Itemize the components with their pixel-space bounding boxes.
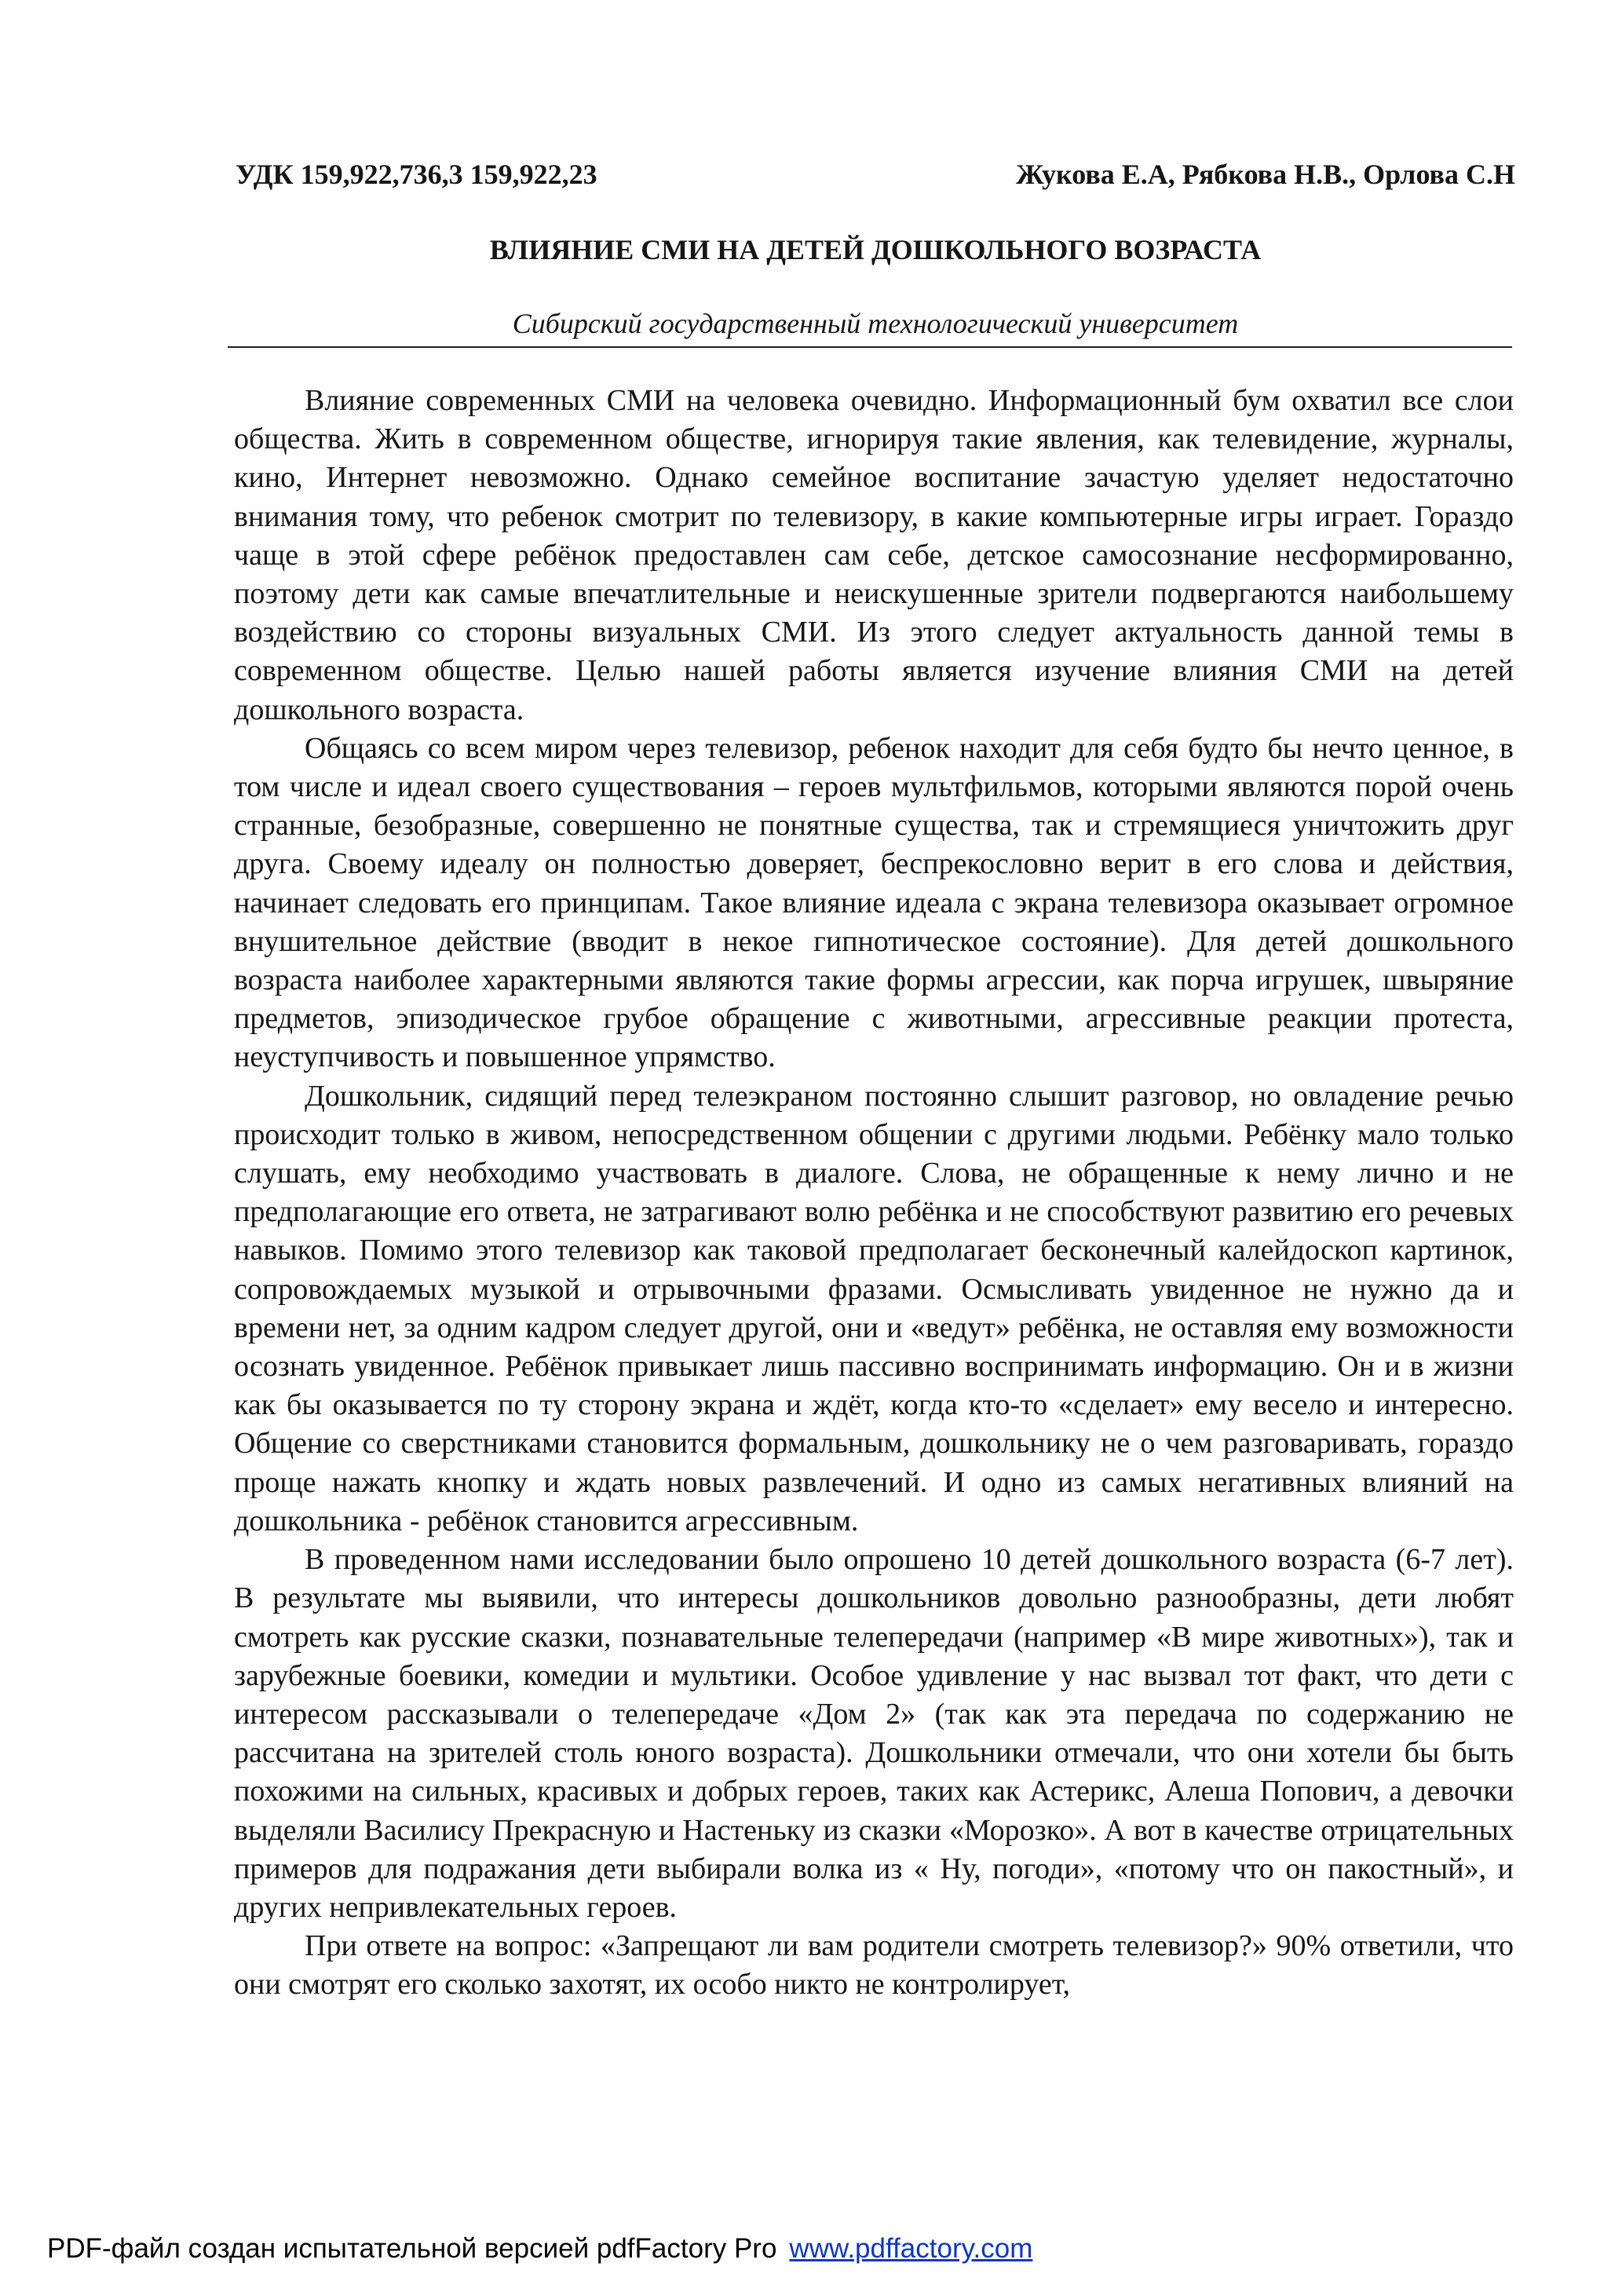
- paragraph-5: При ответе на вопрос: «Запрещают ли вам родители смотреть телевизор?» 90% ответили, что они смотрят его сколько захотят, их особо никто не контролирует,: [234, 1929, 1514, 2002]
- footer-text: PDF-файл создан испытательной версией pdfFactory Pro: [47, 2233, 777, 2264]
- paragraph-1: Влияние современных СМИ на человека очевидно. Информационный бум охватил все слои общества. Жить в современном обществе, игнорируя такие явления, как телевидение, журналы, кино, Интернет невозможно. Однако семейное воспитание зачастую уделяет недостаточно внимания тому, что ребенок смотрит по телевизору, в какие компьютерные игры играет. Гораздо чаще в этой сфере ребёнок предоставлен сам себе, детское самосознание несформированно, поэтому дети как самые впечатлительные и неискушенные зрители подвергаются наибольшему воздействию со стороны визуальных СМИ. Из этого следует актуальность данной темы в современном обществе. Целью нашей работы является изучение влияния СМИ на детей дошкольного возраста.: [234, 384, 1514, 726]
- footer-link[interactable]: www.pdffactory.com: [789, 2233, 1033, 2264]
- header-divider: [228, 346, 1512, 348]
- paragraph-2: Общаясь со всем миром через телевизор, ребенок находит для себя будто бы нечто ценное, в том числе и идеал своего существования – героев мультфильмов, которыми являются порой очень странные, безобразные, совершенно не понятные существа, так и стремящиеся уничтожить друг друга. Своему идеалу он полностью доверяет, беспрекословно верит в его слова и действия, начинает следовать его принципам. Такое влияние идеала с экрана телевизора оказывает огромное внушительное действие (вводит в некое гипнотическое состояние). Для детей дошкольного возраста наиболее характерными являются такие формы агрессии, как порча игрушек, швыряние предметов, эпизодическое грубое обращение с животными, агрессивные реакции протеста, неуступчивость и повышенное упрямство.: [234, 731, 1514, 1074]
- paragraph-3: Дошкольник, сидящий перед телеэкраном постоянно слышит разговор, но овладение речью происходит только в живом, непосредственном общении с другими людьми. Ребёнку мало только слушать, ему необходимо участвовать в диалоге. Слова, не обращенные к нему лично и не предполагающие его ответа, не затрагивают волю ребёнка и не способствуют развитию его речевых навыков. Помимо этого телевизор как таковой предполагает бесконечный калейдоскоп картинок, сопровождаемых музыкой и отрывочными фразами. Осмысливать увиденное не нужно да и времени нет, за одним кадром следует другой, они и «ведут» ребёнка, не оставляя ему возможности осознать увиденное. Ребёнок привыкает лишь пассивно воспринимать информацию. Он и в жизни как бы оказывается по ту сторону экрана и ждёт, когда кто-то «сделает» ему весело и интересно. Общение со сверстниками становится формальным, дошкольнику не о чем разговаривать, гораздо проще нажать кнопку и ждать новых развлечений. И одно из самых негативных влияний на дошкольника - ребёнок становится агрессивным.: [234, 1079, 1514, 1537]
- header-row: [236, 155, 1515, 195]
- article-body: [234, 382, 1514, 2005]
- udk-code: УДК 159,922,736,3 159,922,23: [236, 159, 597, 190]
- university-name: Сибирский государственный технологический университет: [512, 308, 1239, 339]
- article-title: ВЛИЯНИЕ СМИ НА ДЕТЕЙ ДОШКОЛЬНОГО ВОЗРАСТА: [489, 234, 1262, 265]
- paragraph-4: В проведенном нами исследовании было опрошено 10 детей дошкольного возраста (6-7 лет). В результате мы выявили, что интересы дошкольников довольно разнообразны, дети любят смотреть как русские сказки, познавательные телепередачи (например «В мире животных»), так и зарубежные боевики, комедии и мультики. Особое удивление у нас вызвал тот факт, что дети с интересом рассказывали о телепередаче «Дом 2» (так как эта передача по содержанию не рассчитана на зрителей столь юного возраста). Дошкольники отмечали, что они хотели бы быть похожими на сильных, красивых и добрых героев, таких как Астерикс, Алеша Попович, а девочки выделяли Василису Прекрасную и Настеньку из сказки «Морозко». А вот в качестве отрицательных примеров для подражания дети выбирали волка из « Ну, погоди», «потому что он пакостный», и других непривлекательных героев.: [234, 1543, 1514, 1924]
- authors: Жукова Е.А, Рябкова Н.В., Орлова С.Н: [1016, 159, 1515, 190]
- pdf-footer: [47, 2232, 1032, 2266]
